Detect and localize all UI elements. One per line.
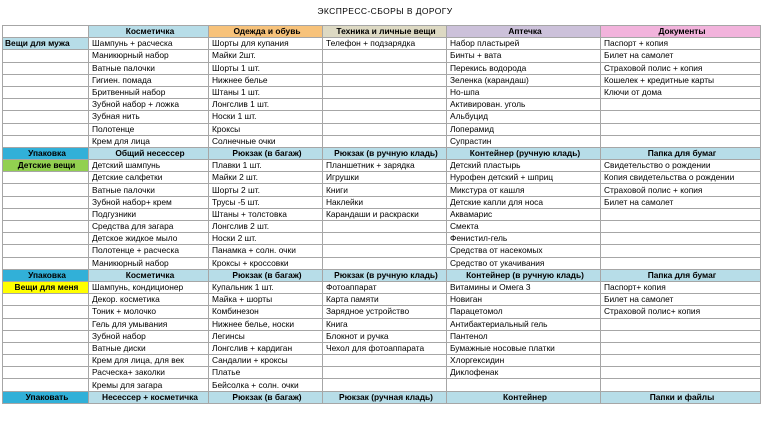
packing-label: Упаковка (3, 147, 89, 159)
section-label-spacer (3, 221, 89, 233)
table-cell (323, 135, 447, 147)
table-cell: Ватные палочки (89, 184, 209, 196)
table-row (3, 257, 761, 269)
section-label-spacer (3, 196, 89, 208)
packing-cell: Рюкзак (в ручную кладь) (323, 269, 447, 281)
table-row (3, 306, 761, 318)
table-cell: Фенистил-гель (447, 233, 601, 245)
section-label-spacer (3, 111, 89, 123)
table-cell (323, 233, 447, 245)
table-cell: Пантенол (447, 330, 601, 342)
table-cell: Лонгслив 1 шт. (209, 99, 323, 111)
table-cell (601, 379, 761, 391)
table-cell: Тоник + молочко (89, 306, 209, 318)
table-cell: Маникюрный набор (89, 50, 209, 62)
section-label-spacer (3, 306, 89, 318)
table-cell: Панамка + солн. очки (209, 245, 323, 257)
table-cell (323, 74, 447, 86)
table-row (3, 233, 761, 245)
table-cell (601, 221, 761, 233)
table-cell: Страховой полис + копия (601, 184, 761, 196)
table-cell (601, 355, 761, 367)
table-cell: Майки 2 шт. (209, 172, 323, 184)
table-cell: Карта памяти (323, 294, 447, 306)
table-cell (323, 86, 447, 98)
packing-cell: Рюкзак (ручная кладь) (323, 391, 447, 403)
table-cell: Ключи от дома (601, 86, 761, 98)
table-cell (601, 135, 761, 147)
packing-row (3, 391, 761, 403)
packing-cell: Рюкзак (в багаж) (209, 391, 323, 403)
table-cell: Бейсолка + солн. очки (209, 379, 323, 391)
table-cell: Зеленка (карандаш) (447, 74, 601, 86)
section-label-spacer (3, 99, 89, 111)
table-cell: Гель для умывания (89, 318, 209, 330)
table-cell: Планшетник + зарядка (323, 160, 447, 172)
packing-cell: Контейнер (ручную кладь) (447, 147, 601, 159)
table-cell: Лонгслив 2 шт. (209, 221, 323, 233)
table-cell: Зубной набор+ крем (89, 196, 209, 208)
section-label-spacer (3, 50, 89, 62)
header-tech: Техника и личные вещи (323, 26, 447, 38)
table-cell: Кошелек + кредитные карты (601, 74, 761, 86)
table-cell (601, 342, 761, 354)
table-cell (601, 111, 761, 123)
table-cell (323, 50, 447, 62)
table-cell (601, 123, 761, 135)
section-label-spacer (3, 172, 89, 184)
table-cell (323, 379, 447, 391)
table-cell: Средство от укачивания (447, 257, 601, 269)
section-label-spacer (3, 355, 89, 367)
table-cell: Майка + шорты (209, 294, 323, 306)
section-label-spacer (3, 74, 89, 86)
table-cell (447, 379, 601, 391)
table-cell: Книги (323, 184, 447, 196)
section-label-spacer (3, 379, 89, 391)
section-label-spacer (3, 257, 89, 269)
table-cell (323, 123, 447, 135)
table-cell: Блокнот и ручка (323, 330, 447, 342)
table-cell: Носки 1 шт. (209, 111, 323, 123)
packing-label: Упаковка (3, 269, 89, 281)
table-cell: Витамины и Омега 3 (447, 281, 601, 293)
table-cell: Кроксы + кроссовки (209, 257, 323, 269)
table-cell: Ватные диски (89, 342, 209, 354)
header-row (3, 26, 761, 38)
table-cell: Хлоргексидин (447, 355, 601, 367)
packing-cell: Рюкзак (в багаж) (209, 269, 323, 281)
table-cell: Легинсы (209, 330, 323, 342)
table-cell: Билет на самолет (601, 294, 761, 306)
table-cell: Перекись водорода (447, 62, 601, 74)
table-cell (601, 257, 761, 269)
table-cell (323, 257, 447, 269)
packing-row (3, 147, 761, 159)
table-row (3, 184, 761, 196)
table-cell: Паспорт+ копия (601, 281, 761, 293)
table-row (3, 74, 761, 86)
table-cell: Аквамарис (447, 208, 601, 220)
section-label-spacer (3, 86, 89, 98)
table-cell: Нурофен детский + шприц (447, 172, 601, 184)
table-cell: Бумажные носовые платки (447, 342, 601, 354)
packing-label: Упаковать (3, 391, 89, 403)
table-cell: Книга (323, 318, 447, 330)
section-label-spacer (3, 62, 89, 74)
packing-cell: Папка для бумаг (601, 269, 761, 281)
table-cell: Зубная нить (89, 111, 209, 123)
page-title: ЭКСПРЕСС-СБОРЫ В ДОРОГУ (317, 6, 453, 16)
table-cell: Детские капли для носа (447, 196, 601, 208)
table-cell: Лонгслив + кардиган (209, 342, 323, 354)
table-cell: Кремы для загара (89, 379, 209, 391)
table-cell: Паспорт + копия (601, 38, 761, 50)
table-cell: Зубной набор + ложка (89, 99, 209, 111)
table-row (3, 221, 761, 233)
section-label-spacer (3, 208, 89, 220)
table-cell: Гигиен. помада (89, 74, 209, 86)
table-cell: Смекта (447, 221, 601, 233)
table-cell: Детский шампунь (89, 160, 209, 172)
table-cell: Зубной набор (89, 330, 209, 342)
table-cell: Нижнее белье, носки (209, 318, 323, 330)
table-cell (601, 318, 761, 330)
table-cell: Зарядное устройство (323, 306, 447, 318)
table-row (3, 172, 761, 184)
section-label-mine: Вещи для меня (3, 281, 89, 293)
section-label-spacer (3, 342, 89, 354)
table-cell: Альбуцид (447, 111, 601, 123)
table-cell: Активирован. уголь (447, 99, 601, 111)
section-label-kids: Детские вещи (3, 160, 89, 172)
packing-cell: Контейнер (447, 391, 601, 403)
table-cell: Карандаши и раскраски (323, 208, 447, 220)
table-cell (601, 233, 761, 245)
section-label-spacer (3, 135, 89, 147)
header-medicine: Аптечка (447, 26, 601, 38)
table-cell: Крем для лица, для век (89, 355, 209, 367)
table-cell: Страховой полис + копия (601, 62, 761, 74)
table-cell (601, 208, 761, 220)
table-row (3, 111, 761, 123)
table-row (3, 50, 761, 62)
table-cell: Чехол для фотоаппарата (323, 342, 447, 354)
table-cell: Полотенце + расческа (89, 245, 209, 257)
table-cell: Копия свидетельства о рождении (601, 172, 761, 184)
table-cell: Фотоаппарат (323, 281, 447, 293)
table-row (3, 281, 761, 293)
table-row (3, 99, 761, 111)
table-cell (323, 111, 447, 123)
table-cell: Наклейки (323, 196, 447, 208)
table-cell: Билет на самолет (601, 196, 761, 208)
table-cell: Билет на самолет (601, 50, 761, 62)
table-row (3, 196, 761, 208)
section-label-spacer (3, 123, 89, 135)
table-cell: Плавки 1 шт. (209, 160, 323, 172)
section-label-husband: Вещи для мужа (3, 38, 89, 50)
table-cell: Страховой полис+ копия (601, 306, 761, 318)
table-cell: Трусы -5 шт. (209, 196, 323, 208)
table-row (3, 38, 761, 50)
table-cell: Детское жидкое мыло (89, 233, 209, 245)
table-cell: Средства от насекомых (447, 245, 601, 257)
table-cell: Крем для лица (89, 135, 209, 147)
table-cell: Супрастин (447, 135, 601, 147)
table-cell: Диклофенак (447, 367, 601, 379)
header-corner (3, 26, 89, 38)
table-cell: Ватные палочки (89, 62, 209, 74)
table-cell: Шампунь, кондиционер (89, 281, 209, 293)
table-cell: Штаны 1 шт. (209, 86, 323, 98)
table-row (3, 330, 761, 342)
table-cell: Расческа+ заколки (89, 367, 209, 379)
section-label-spacer (3, 318, 89, 330)
table-cell (323, 245, 447, 257)
packing-row (3, 269, 761, 281)
section-label-spacer (3, 184, 89, 196)
table-row (3, 86, 761, 98)
table-cell: Микстура от кашля (447, 184, 601, 196)
table-cell: Бритвенный набор (89, 86, 209, 98)
table-cell: Подгузники (89, 208, 209, 220)
table-cell: Полотенце (89, 123, 209, 135)
table-cell (601, 245, 761, 257)
packing-cell: Папка для бумаг (601, 147, 761, 159)
table-row (3, 318, 761, 330)
packing-cell: Косметичка (89, 269, 209, 281)
table-cell (323, 367, 447, 379)
table-cell: Игрушки (323, 172, 447, 184)
table-cell (601, 99, 761, 111)
table-cell (323, 99, 447, 111)
table-cell (601, 330, 761, 342)
table-cell (323, 355, 447, 367)
header-cosmetics: Косметичка (89, 26, 209, 38)
table-row (3, 367, 761, 379)
table-cell: Нижнее белье (209, 74, 323, 86)
header-documents: Документы (601, 26, 761, 38)
table-cell: Свидетельство о рождении (601, 160, 761, 172)
table-cell: Детские салфетки (89, 172, 209, 184)
table-row (3, 208, 761, 220)
table-cell: Декор. косметика (89, 294, 209, 306)
table-row (3, 245, 761, 257)
table-cell: Парацетомол (447, 306, 601, 318)
section-label-spacer (3, 233, 89, 245)
table-cell: Шорты для купания (209, 38, 323, 50)
table-cell: Комбинезон (209, 306, 323, 318)
table-row (3, 135, 761, 147)
section-label-spacer (3, 367, 89, 379)
packing-cell: Контейнер (в ручную кладь) (447, 269, 601, 281)
table-row (3, 379, 761, 391)
table-row (3, 342, 761, 354)
packing-cell: Рюкзак (в ручную кладь) (323, 147, 447, 159)
table-row (3, 294, 761, 306)
section-label-spacer (3, 245, 89, 257)
table-cell: Набор пластырей (447, 38, 601, 50)
table-cell: Купальник 1 шт. (209, 281, 323, 293)
table-cell: Новиган (447, 294, 601, 306)
packing-cell: Общий несессер (89, 147, 209, 159)
table-cell: Платье (209, 367, 323, 379)
packing-cell: Несессер + косметичка (89, 391, 209, 403)
table-cell: Лоперамид (447, 123, 601, 135)
table-cell (323, 221, 447, 233)
section-label-spacer (3, 294, 89, 306)
table-cell: Маникюрный набор (89, 257, 209, 269)
header-clothes: Одежда и обувь (209, 26, 323, 38)
table-cell: Майки 2шт. (209, 50, 323, 62)
table-row (3, 123, 761, 135)
table-row (3, 355, 761, 367)
table-cell: Телефон + подзарядка (323, 38, 447, 50)
table-row (3, 160, 761, 172)
table-cell (601, 367, 761, 379)
table-cell: Кроксы (209, 123, 323, 135)
table-cell: Антибактериальный гель (447, 318, 601, 330)
table-cell: Носки 2 шт. (209, 233, 323, 245)
table-cell: Средства для загара (89, 221, 209, 233)
table-cell: Шорты 1 шт. (209, 62, 323, 74)
packing-cell: Папки и файлы (601, 391, 761, 403)
table-cell: Детский пластырь (447, 160, 601, 172)
table-cell: Шампунь + расческа (89, 38, 209, 50)
table-row (3, 62, 761, 74)
table-cell (323, 62, 447, 74)
packing-table (2, 25, 761, 404)
table-cell: Сандалии + кроксы (209, 355, 323, 367)
table-cell: Бинты + вата (447, 50, 601, 62)
table-cell: Но-шпа (447, 86, 601, 98)
table-cell: Штаны + толстовка (209, 208, 323, 220)
table-cell: Шорты 2 шт. (209, 184, 323, 196)
packing-cell: Рюкзак (в багаж) (209, 147, 323, 159)
table-cell: Солнечные очки (209, 135, 323, 147)
section-label-spacer (3, 330, 89, 342)
